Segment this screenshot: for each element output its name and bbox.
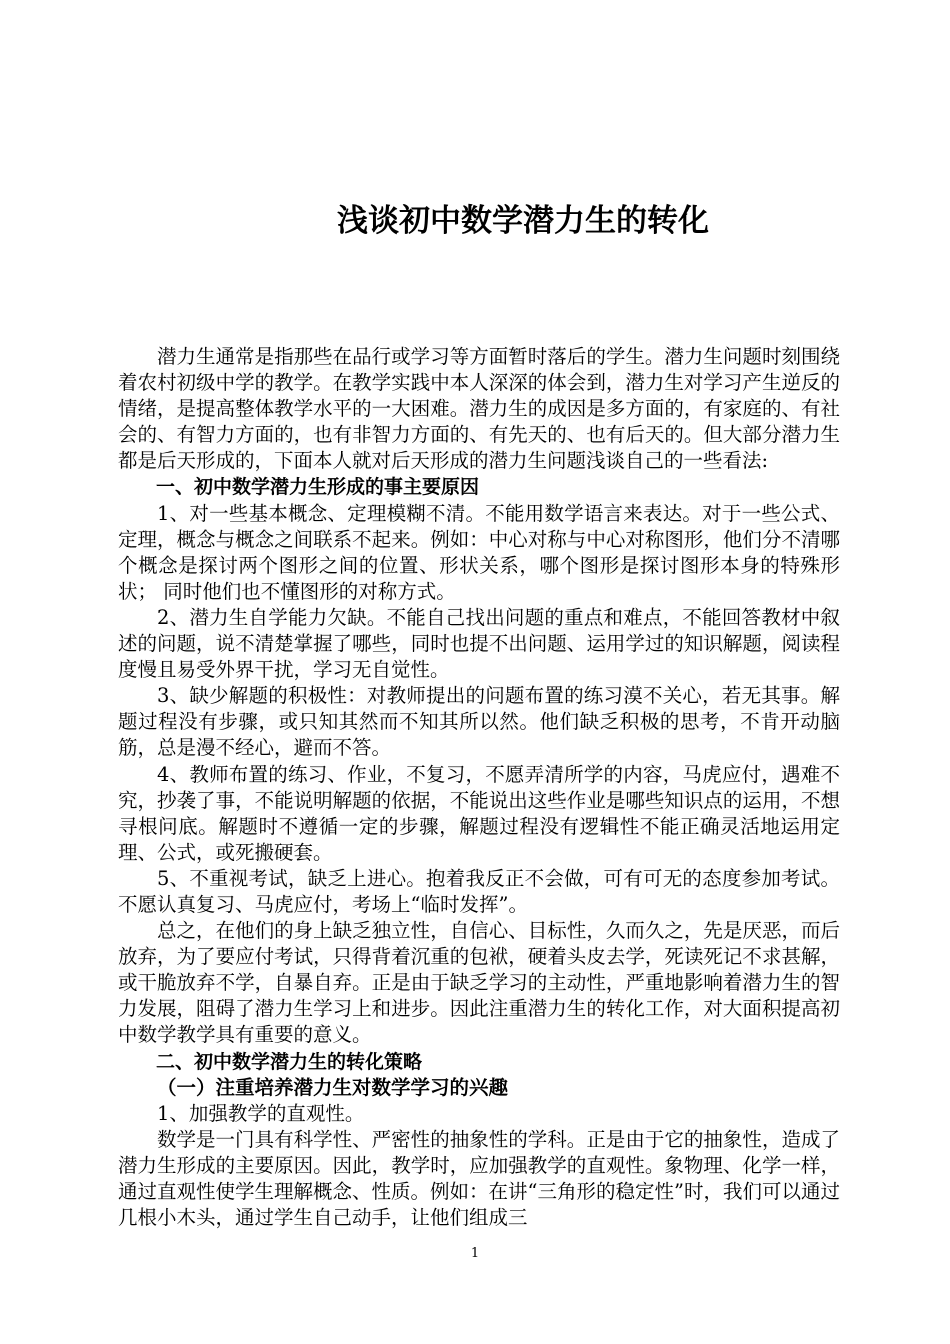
paragraph-intro: 潜力生通常是指那些在品行或学习等方面暂时落后的学生。潜力生问题时刻围绕着农村初级中学的教学。在教学实践中本人深深的体会到，潜力生对学习产生逆反的情绪，是提高整体教学水平的一大困难。潜力生的成因是多方面的，有家庭的、有社会的、有智力方面的，也有非智力方面的、有先天的、也有后天的。但大部分潜力生都是后天形成的，下面本人就对后天形成的潜力生问题浅谈自己的一些看法: (118, 345, 840, 473)
page-title: 浅谈初中数学潜力生的转化 (337, 203, 709, 239)
paragraph-cause-5: 5、不重视考试，缺乏上进心。抱着我反正不会做，可有可无的态度参加考试。不愿认真复习、马虎应付，考场上“临时发挥”。 (118, 866, 840, 916)
paragraph-cause-4: 4、教师布置的练习、作业，不复习，不愿弄清所学的内容，马虎应付，遇难不究，抄袭了事，不能说明解题的依据，不能说出这些作业是哪些知识点的运用，不想寻根问底。解题时不遵循一定的步骤，解题过程没有逻辑性不能正确灵活地运用定理、公式，或死搬硬套。 (118, 762, 840, 864)
section-heading-causes: 一、初中数学潜力生形成的事主要原因 (156, 476, 480, 499)
subsection-heading-interest: （一）注重培养潜力生对数学学习的兴趣 (157, 1075, 509, 1099)
page-number: 1 (470, 1246, 480, 1261)
paragraph-point-1: 1、加强教学的直观性。 (157, 1101, 365, 1125)
paragraph-cause-1: 1、对一些基本概念、定理模糊不清。不能用数学语言来表达。对于一些公式、定理，概念与概念之间联系不起来。例如：中心对称与中心对称图形，他们分不清哪个概念是探讨两个图形之间的位置、形状关系，哪个图形是探讨图形本身的特殊形状； 同时他们也不懂图形的对称方式。 (118, 501, 840, 603)
paragraph-summary: 总之，在他们的身上缺乏独立性，自信心、目标性，久而久之，先是厌恶，而后放弃，为了要应付考试，只得背着沉重的包袱，硬着头皮去学，死读死记不求甚解，或干脆放弃不学，自暴自弃。正是由于缺乏学习的主动性，严重地影响着潜力生的智力发展，阻碍了潜力生学习上和进步。因此注重潜力生的转化工作，对大面积提高初中数学教学具有重要的意义。 (118, 919, 840, 1047)
document-body (118, 344, 840, 1231)
paragraph-cause-3: 3、缺少解题的积极性：对教师提出的问题布置的练习漠不关心，若无其事。解题过程没有步骤，或只知其然而不知其所以然。他们缺乏积极的思考，不肯开动脑筋，总是漫不经心，避而不答。 (118, 684, 840, 760)
paragraph-cause-2: 2、潜力生自学能力欠缺。不能自己找出问题的重点和难点，不能回答教材中叙述的问题，说不清楚掌握了哪些，同时也提不出问题、运用学过的知识解题，阅读程度慢且易受外界干扰，学习无自觉性。 (118, 605, 840, 682)
section-heading-strategies: 二、初中数学潜力生的转化策略 (156, 1050, 423, 1073)
paragraph-intuition: 数学是一门具有科学性、严密性的抽象性的学科。正是由于它的抽象性，造成了潜力生形成的主要原因。因此，教学时，应加强教学的直观性。象物理、化学一样，通过直观性使学生理解概念、性质。例如：在讲“三角形的稳定性”时，我们可以通过几根小木头，通过学生自己动手，让他们组成三 (118, 1127, 840, 1230)
